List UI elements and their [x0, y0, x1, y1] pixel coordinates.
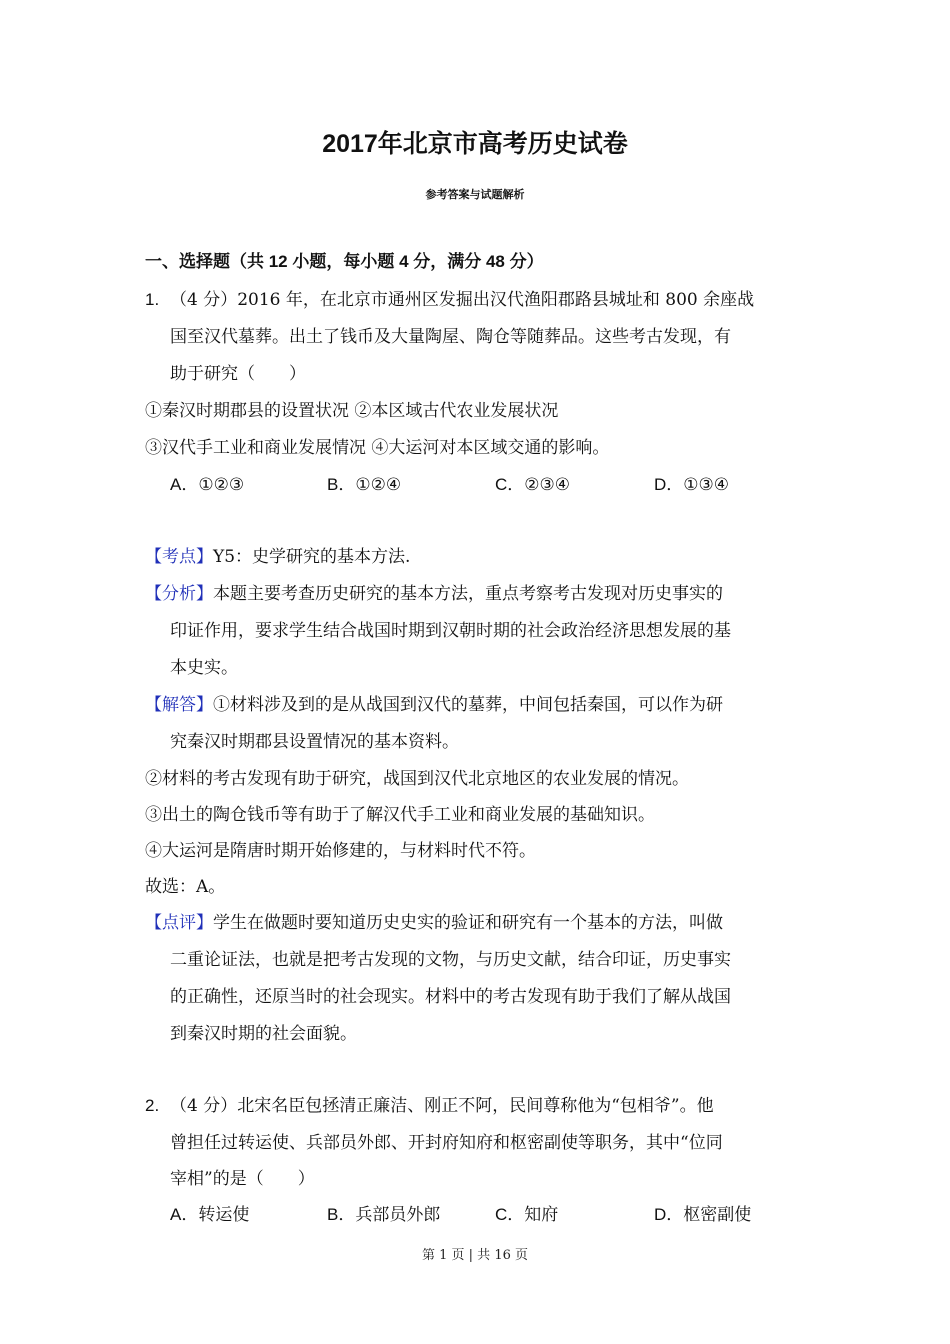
question-2-line-1: （4 分）北宋名臣包拯清正廉洁、刚正不阿，民间尊称他为“包相爷”。他 [170, 1096, 714, 1116]
page-footer: 第 1 页 | 共 16 页 [422, 1248, 528, 1263]
jieda-line-4: ③出土的陶仓钱币等有助于了解汉代手工业和商业发展的基础知识。 [145, 805, 655, 825]
jieda-line-5: ④大运河是隋唐时期开始修建的，与材料时代不符。 [145, 841, 536, 861]
jieda-line-3: ②材料的考古发现有助于研究，战国到汉代北京地区的农业发展的情况。 [145, 769, 689, 789]
document-title: 2017年北京市高考历史试卷 [322, 130, 628, 158]
dianping: 【点评】学生在做题时要知道历史史实的验证和研究有一个基本的方法，叫做 [145, 913, 723, 933]
question-1-line-1: （4 分）2016 年，在北京市通州区发掘出汉代渔阳郡路县城址和 800 余座战 [170, 290, 755, 310]
option-d: D．枢密副使 [654, 1205, 752, 1225]
fenxi-line-2: 印证作用，要求学生结合战国时期到汉朝时期的社会政治经济思想发展的基 [170, 621, 731, 641]
option-c: C．②③④ [495, 475, 571, 495]
kaodian-text: Y5：史学研究的基本方法. [213, 547, 411, 567]
document-subtitle: 参考答案与试题解析 [425, 189, 525, 201]
question-1-line-3: 助于研究（ ） [170, 364, 306, 384]
option-b: B．①②④ [327, 475, 402, 495]
dianping-tag: 【点评】 [145, 913, 213, 933]
option-c: C．知府 [495, 1205, 559, 1225]
kaodian-tag: 【考点】 [145, 547, 213, 567]
question-1-number: 1. [145, 290, 160, 309]
fenxi-line-3: 本史实。 [170, 658, 238, 678]
dianping-line-4: 到秦汉时期的社会面貌。 [170, 1024, 357, 1044]
fenxi: 【分析】本题主要考查历史研究的基本方法，重点考察考古发现对历史事实的 [145, 584, 723, 604]
question-2-line-2: 曾担任过转运使、兵部员外郎、开封府知府和枢密副使等职务，其中“位同 [170, 1133, 723, 1153]
question-1-statement-2: ③汉代手工业和商业发展情况 ④大运河对本区域交通的影响。 [145, 438, 610, 458]
kaodian [145, 545, 410, 569]
jieda-line-2: 究秦汉时期郡县设置情况的基本资料。 [170, 732, 459, 752]
option-d: D．①③④ [654, 475, 730, 495]
option-a: A．①②③ [170, 475, 245, 495]
jieda: 【解答】①材料涉及到的是从战国到汉代的墓葬，中间包括秦国，可以作为研 [145, 695, 723, 715]
dianping-line-3: 的正确性，还原当时的社会现实。材料中的考古发现有助于我们了解从战国 [170, 987, 731, 1007]
jieda-tag: 【解答】 [145, 695, 213, 715]
question-1-line-2: 国至汉代墓葬。出土了钱币及大量陶屋、陶仓等随葬品。这些考古发现，有 [170, 327, 731, 347]
answer-line: 故选：A。 [145, 877, 226, 897]
question-1-statement-1: ①秦汉时期郡县的设置状况 ②本区域古代农业发展状况 [145, 401, 559, 421]
question-2-number: 2. [145, 1096, 160, 1115]
dianping-line-2: 二重论证法，也就是把考古发现的文物，与历史文献，结合印证，历史事实 [170, 950, 731, 970]
question-2-line-3: 宰相”的是（ ） [170, 1169, 315, 1189]
option-b: B．兵部员外郎 [327, 1205, 441, 1225]
section-header: 一、选择题（共 12 小题，每小题 4 分，满分 48 分） [145, 252, 544, 271]
option-a: A．转运使 [170, 1205, 250, 1225]
fenxi-tag: 【分析】 [145, 584, 213, 604]
